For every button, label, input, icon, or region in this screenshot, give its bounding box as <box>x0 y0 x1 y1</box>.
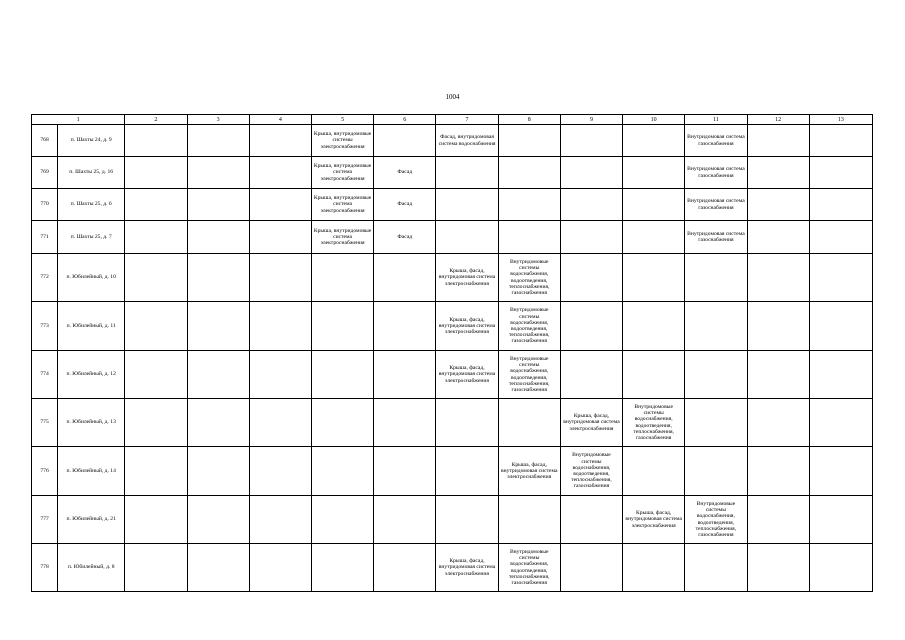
table-cell <box>187 189 249 221</box>
table-cell <box>249 189 311 221</box>
row-number: 768 <box>32 125 58 157</box>
table-cell <box>560 351 622 399</box>
table-cell <box>498 189 560 221</box>
table-cell: Крыша, фасад, внутридомовая система электроснабжения <box>623 496 685 544</box>
row-number: 773 <box>32 302 58 351</box>
row-number: 772 <box>32 254 58 302</box>
column-header: 9 <box>560 115 622 125</box>
table-cell <box>747 351 809 399</box>
table-row <box>32 399 873 447</box>
row-address: п. Юбилейный, д. 21 <box>58 496 125 544</box>
table-cell <box>747 189 809 221</box>
table-cell <box>560 254 622 302</box>
table-cell <box>623 221 685 254</box>
table-cell <box>249 254 311 302</box>
table-cell <box>436 399 498 447</box>
table-cell: Крыша, внутридомовые система электроснабжения <box>311 221 373 254</box>
table-cell <box>187 351 249 399</box>
table-row <box>32 302 873 351</box>
table-cell <box>125 351 187 399</box>
table-cell <box>498 125 560 157</box>
table-cell: Фасад, внутридомовая система водоснабжения <box>436 125 498 157</box>
table-header-row <box>32 115 873 125</box>
table-cell <box>747 221 809 254</box>
table-cell <box>685 302 747 351</box>
table-cell <box>623 302 685 351</box>
row-number: 769 <box>32 157 58 189</box>
column-header: 4 <box>249 115 311 125</box>
table-cell <box>249 399 311 447</box>
table-cell: Внутридомовые системы водоснабжения, водоотведения, теплоснабжения, газоснабжения <box>498 544 560 592</box>
row-address: п. Юбилейный, д. 13 <box>58 399 125 447</box>
table-cell <box>623 157 685 189</box>
row-address: п. Юбилейный, д. 8 <box>58 544 125 592</box>
table-cell <box>685 447 747 496</box>
table-row <box>32 447 873 496</box>
table-cell: Крыша, внутридомовые система электроснабжения <box>311 189 373 221</box>
table-cell: Фасад <box>374 221 436 254</box>
table-cell <box>747 157 809 189</box>
row-address: п. Шахты 25, д. 7 <box>58 221 125 254</box>
table-cell: Внутридомовые системы водоснабжения, водоотведения, теплоснабжения, газоснабжения <box>498 302 560 351</box>
table-cell: Крыша, фасад, внутридомовая система электроснабжения <box>436 302 498 351</box>
table-cell: Внутридомовая система газоснабжения <box>685 157 747 189</box>
row-address: п. Юбилейный, д. 12 <box>58 351 125 399</box>
table-cell <box>747 544 809 592</box>
table-cell <box>436 189 498 221</box>
table-cell: Крыша, внутридомовые системы электроснабжения <box>311 125 373 157</box>
table-cell <box>187 496 249 544</box>
table-cell <box>311 496 373 544</box>
table-cell <box>187 399 249 447</box>
column-header: 1 <box>32 115 125 125</box>
table-cell <box>747 496 809 544</box>
column-header: 10 <box>623 115 685 125</box>
table-cell <box>125 447 187 496</box>
table-cell <box>311 447 373 496</box>
table-cell <box>187 544 249 592</box>
table-cell: Фасад <box>374 157 436 189</box>
table-cell: Внутридомовые системы водоснабжения, водоотведения, теплоснабжения, газоснабжения <box>685 496 747 544</box>
table-cell <box>125 496 187 544</box>
table-cell <box>249 157 311 189</box>
row-address: п. Шахты 24, д. 9 <box>58 125 125 157</box>
table-cell <box>374 496 436 544</box>
table-cell <box>374 302 436 351</box>
table-cell <box>809 254 872 302</box>
table-cell <box>125 157 187 189</box>
column-header: 8 <box>498 115 560 125</box>
page-number: 1004 <box>445 93 460 101</box>
row-number: 770 <box>32 189 58 221</box>
table-cell: Внутридомовая система газоснабжения <box>685 189 747 221</box>
table-cell <box>809 125 872 157</box>
table-cell <box>374 254 436 302</box>
table-cell <box>187 157 249 189</box>
table-cell <box>249 221 311 254</box>
table-cell: Внутридомовые системы водоснабжения, водоотведения, теплоснабжения, газоснабжения <box>498 254 560 302</box>
table-cell <box>809 302 872 351</box>
table-cell <box>374 544 436 592</box>
table-cell <box>809 189 872 221</box>
table-cell: Внутридомовые системы водоснабжения, водоотведения, теплоснабжения, газоснабжения <box>498 351 560 399</box>
table-cell <box>685 544 747 592</box>
table-cell <box>125 189 187 221</box>
table-row <box>32 125 873 157</box>
table-cell <box>623 189 685 221</box>
table-cell <box>809 351 872 399</box>
table-cell: Внутридомовая система газоснабжения <box>685 125 747 157</box>
row-address: п. Шахты 25, д. 6 <box>58 189 125 221</box>
table-cell <box>436 496 498 544</box>
table-cell <box>560 302 622 351</box>
table-cell: Крыша, внутридомовые система электроснабжения <box>311 157 373 189</box>
table-cell: Крыша, фасад, внутридомовая система электроснабжения <box>498 447 560 496</box>
table-cell <box>125 254 187 302</box>
table-cell <box>623 125 685 157</box>
row-number: 771 <box>32 221 58 254</box>
column-header: 13 <box>809 115 872 125</box>
table-cell <box>311 399 373 447</box>
table-cell: Крыша, фасад, внутридомовая система электроснабжения <box>436 254 498 302</box>
row-address: п. Юбилейный, д. 10 <box>58 254 125 302</box>
table-cell: Крыша, фасад, внутридомовая система электроснабжения <box>436 351 498 399</box>
table-cell <box>187 302 249 351</box>
table-cell <box>809 447 872 496</box>
row-number: 778 <box>32 544 58 592</box>
table-cell <box>498 399 560 447</box>
table-cell <box>623 447 685 496</box>
table-cell <box>747 302 809 351</box>
table-row <box>32 157 873 189</box>
table-cell <box>685 351 747 399</box>
table-row <box>32 221 873 254</box>
table-cell <box>125 399 187 447</box>
column-header: 6 <box>374 115 436 125</box>
table-cell <box>125 221 187 254</box>
table-cell <box>560 125 622 157</box>
table-cell <box>809 399 872 447</box>
table-cell: Внутридомовая система газоснабжения <box>685 221 747 254</box>
table-cell <box>311 544 373 592</box>
row-number: 776 <box>32 447 58 496</box>
table-cell <box>311 302 373 351</box>
table-cell <box>436 157 498 189</box>
table-cell <box>809 544 872 592</box>
table-cell <box>498 496 560 544</box>
table-cell <box>560 496 622 544</box>
table-cell <box>249 302 311 351</box>
table-cell <box>249 351 311 399</box>
table-cell <box>187 125 249 157</box>
table-cell <box>498 221 560 254</box>
column-header: 2 <box>125 115 187 125</box>
table-cell <box>623 544 685 592</box>
table-cell <box>623 351 685 399</box>
column-header: 11 <box>685 115 747 125</box>
table-row <box>32 544 873 592</box>
table-row <box>32 351 873 399</box>
table-cell <box>374 125 436 157</box>
table-cell <box>125 302 187 351</box>
table-cell <box>747 447 809 496</box>
table-cell <box>249 544 311 592</box>
table-cell <box>125 544 187 592</box>
row-number: 777 <box>32 496 58 544</box>
table-cell: Фасад <box>374 189 436 221</box>
table-cell: Внутридомовые системы водоснабжения, водоотведения, теплоснабжения, газоснабжения <box>623 399 685 447</box>
table-cell <box>809 157 872 189</box>
row-number: 774 <box>32 351 58 399</box>
table-cell <box>685 254 747 302</box>
column-header: 12 <box>747 115 809 125</box>
table-cell <box>747 399 809 447</box>
table-cell <box>311 351 373 399</box>
table-cell <box>187 254 249 302</box>
table-row <box>32 496 873 544</box>
table-cell <box>498 157 560 189</box>
table-cell <box>436 221 498 254</box>
table-cell <box>374 399 436 447</box>
table-cell <box>560 221 622 254</box>
row-number: 775 <box>32 399 58 447</box>
table-cell <box>187 447 249 496</box>
row-address: п. Шахты 25, д. 16 <box>58 157 125 189</box>
table-row <box>32 189 873 221</box>
table-cell <box>623 254 685 302</box>
table-cell: Крыша, фасад, внутридомовая система электроснабжения <box>436 544 498 592</box>
row-address: п. Юбилейный, д. 14 <box>58 447 125 496</box>
table-cell <box>560 544 622 592</box>
table-row <box>32 254 873 302</box>
column-header: 7 <box>436 115 498 125</box>
table-cell <box>125 125 187 157</box>
table-cell: Крыша, фасад, внутридомовая система электроснабжения <box>560 399 622 447</box>
table-cell <box>747 125 809 157</box>
table-cell <box>809 221 872 254</box>
table-cell <box>249 447 311 496</box>
table-cell <box>249 496 311 544</box>
table-cell <box>436 447 498 496</box>
table-cell <box>685 399 747 447</box>
column-header: 5 <box>311 115 373 125</box>
table-cell <box>560 157 622 189</box>
table-cell <box>311 254 373 302</box>
table-cell <box>249 125 311 157</box>
table-cell <box>747 254 809 302</box>
work-schedule-table <box>31 114 873 592</box>
table-cell <box>374 351 436 399</box>
row-address: п. Юбилейный, д. 11 <box>58 302 125 351</box>
table-cell: Внутридомовые системы водоснабжения, водоотведения, теплоснабжения, газоснабжения <box>560 447 622 496</box>
table-cell <box>560 189 622 221</box>
column-header: 3 <box>187 115 249 125</box>
table-cell <box>374 447 436 496</box>
table-cell <box>187 221 249 254</box>
table-cell <box>809 496 872 544</box>
